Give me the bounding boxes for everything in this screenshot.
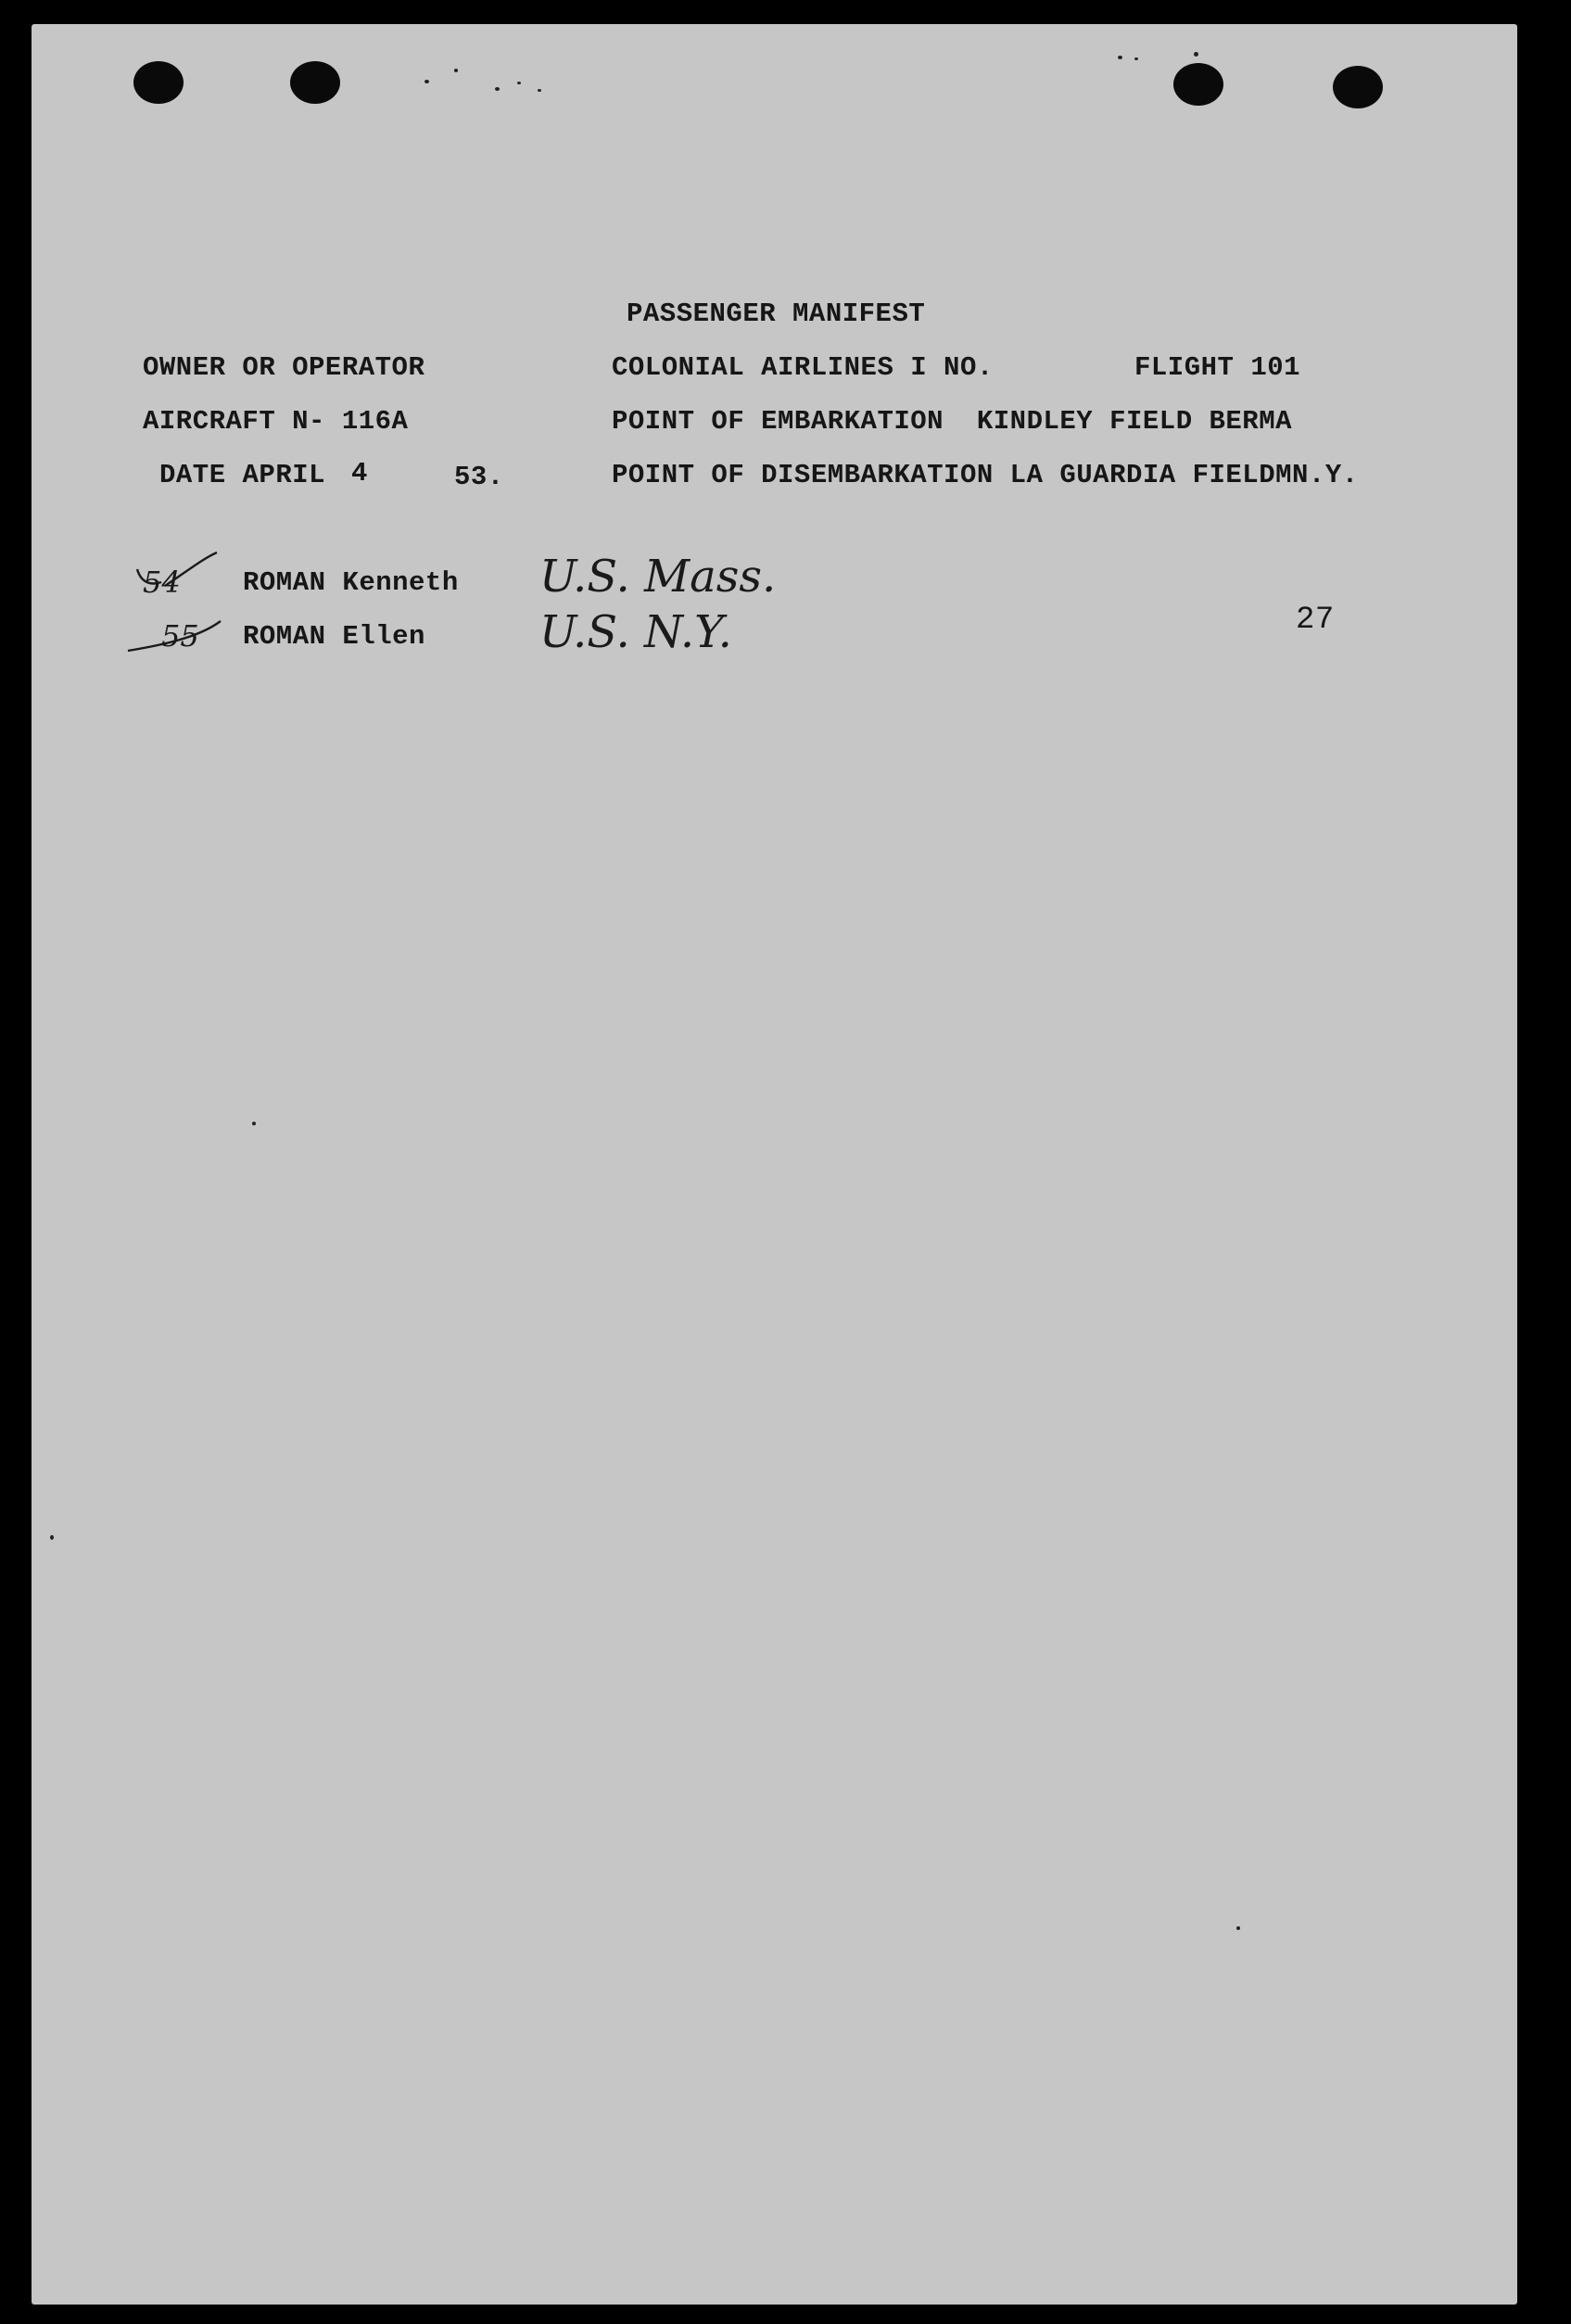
speck — [50, 1535, 54, 1540]
passenger-name: ROMAN Ellen — [243, 621, 425, 652]
disembarkation-point: POINT OF DISEMBARKATION LA GUARDIA FIELDMN.Y. — [612, 460, 1359, 490]
punch-hole-right-1 — [1173, 63, 1223, 106]
speck — [1118, 56, 1122, 59]
passenger-number: 54 — [143, 565, 181, 600]
date-year: 53. — [454, 462, 504, 492]
owner-label: OWNER OR OPERATOR — [143, 352, 425, 383]
speck — [1194, 52, 1198, 57]
speck — [538, 89, 541, 92]
date-label: DATE APRIL — [159, 460, 326, 490]
punch-hole-left-1 — [133, 61, 184, 104]
flight-number: FLIGHT 101 — [1134, 352, 1301, 383]
speck — [495, 87, 500, 91]
passenger-number: 55 — [161, 618, 199, 654]
owner-value: COLONIAL AIRLINES I NO. — [612, 352, 994, 383]
speck — [424, 80, 429, 83]
manifest-page — [32, 24, 1517, 2305]
punch-hole-right-2 — [1333, 66, 1383, 108]
manifest-title: PASSENGER MANIFEST — [627, 298, 926, 329]
speck — [1236, 1926, 1240, 1930]
speck — [454, 69, 458, 72]
check-mark — [124, 610, 226, 656]
embarkation-point: POINT OF EMBARKATION KINDLEY FIELD BERMA — [612, 406, 1293, 437]
aircraft-number: AIRCRAFT N- 116A — [143, 406, 409, 437]
handwritten-note: U.S. Mass. — [539, 551, 777, 603]
speck — [1134, 57, 1138, 60]
date-day: 4 — [351, 458, 368, 489]
handwritten-note: U.S. N.Y. — [539, 606, 732, 658]
page-number: 27 — [1296, 603, 1335, 638]
punch-hole-left-2 — [290, 61, 340, 104]
check-mark — [132, 545, 224, 601]
speck — [517, 82, 521, 84]
passenger-name: ROMAN Kenneth — [243, 567, 459, 598]
speck — [252, 1122, 256, 1125]
